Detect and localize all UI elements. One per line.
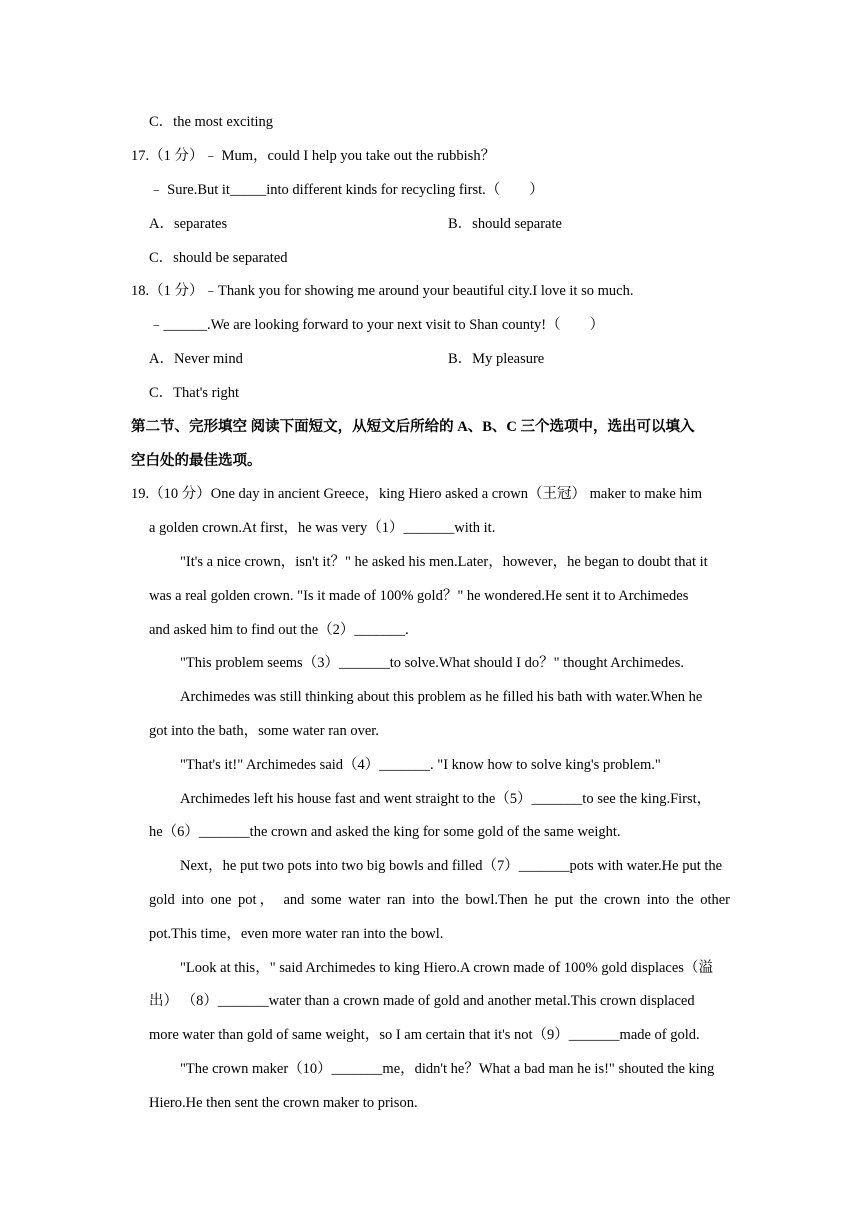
question-18-option-c: C．That's right (149, 385, 240, 401)
question-18-reply: ﹣______.We are looking forward to your next visit to Shan county!（ ） (149, 317, 605, 333)
question-17-option-c: C．should be separated (149, 250, 288, 266)
passage-line: pot.This time，even more water ran into the bowl. (149, 926, 444, 942)
question-17-option-a: A．separates (149, 216, 228, 232)
question-17-stem: 17.（1 分）﹣ Mum，could I help you take out the rubbish？ (131, 148, 496, 164)
passage-line: got into the bath，some water ran over. (149, 723, 379, 739)
passage-line: Archimedes left his house fast and went straight to the（5）_______to see the king.First， (180, 791, 712, 807)
passage-line: Hiero.He then sent the crown maker to prison. (149, 1095, 418, 1111)
section-2-instruction-line-2: 空白处的最佳选项。 (131, 453, 262, 469)
passage-line: 19.（10 分）One day in ancient Greece，king Hiero asked a crown（王冠） maker to make him (131, 486, 702, 502)
passage-line: "It's a nice crown，isn't it？" he asked his men.Later，however，he began to doubt that it (180, 554, 708, 570)
passage-line: Next，he put two pots into two big bowls and filled（7）_______pots with water.He put the (180, 858, 723, 874)
passage-line: Archimedes was still thinking about this problem as he filled his bath with water.When he (180, 689, 703, 705)
passage-line: "This problem seems（3）_______to solve.What should I do？" thought Archimedes. (180, 655, 684, 671)
section-2-instruction-line-1: 第二节、完形填空 阅读下面短文，从短文后所给的 A、B、C 三个选项中，选出可以填入 (131, 419, 695, 435)
question-17-option-b: B．should separate (448, 216, 562, 232)
question-18-option-a: A．Never mind (149, 351, 243, 367)
passage-line: "Look at this，" said Archimedes to king Hiero.A crown made of 100% gold displaces（溢 (180, 960, 713, 976)
passage-line: and asked him to find out the（2）_______. (149, 622, 409, 638)
passage-line: he（6）_______the crown and asked the king for some gold of the same weight. (149, 824, 621, 840)
passage-line: more water than gold of same weight，so I am certain that it's not（9）_______made of gold. (149, 1027, 700, 1043)
passage-line: "That's it!" Archimedes said（4）_______. "I know how to solve king's problem." (180, 757, 661, 773)
question-18-option-b: B．My pleasure (448, 351, 545, 367)
passage-line: gold into one pot， and some water ran into the bowl.Then he put the crown into the other (149, 892, 730, 908)
passage-line: 出） （8）_______water than a crown made of gold and another metal.This crown displaced (149, 993, 695, 1009)
question-17-reply: ﹣ Sure.But it_____into different kinds for recycling first.（ ） (149, 182, 544, 198)
question-18-stem: 18.（1 分）﹣Thank you for showing me around your beautiful city.I love it so much. (131, 283, 634, 299)
passage-line: a golden crown.At first，he was very（1）_______with it. (149, 520, 496, 536)
passage-line: was a real golden crown. "Is it made of 100% gold？" he wondered.He sent it to Archimedes (149, 588, 689, 604)
passage-line: "The crown maker（10）_______me，didn't he？What a bad man he is!" shouted the king (180, 1061, 715, 1077)
question-16-option-c: C．the most exciting (149, 114, 274, 130)
